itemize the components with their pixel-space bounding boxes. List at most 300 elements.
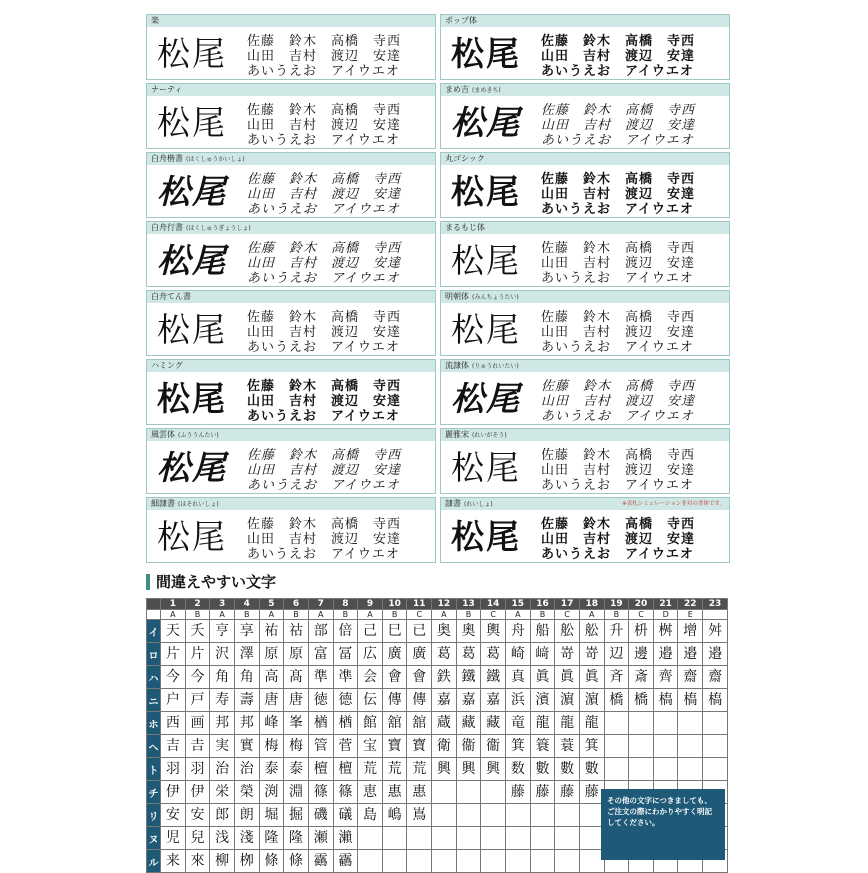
font-sample-card — [146, 221, 436, 287]
kanji-cell: 隆 — [259, 827, 284, 850]
row-label: リ — [147, 804, 161, 827]
kanji-cell: 広 — [358, 643, 383, 666]
kanji-cell: 靍 — [308, 850, 333, 873]
font-name-label — [147, 360, 435, 372]
table-corner — [147, 599, 161, 610]
kanji-cell: 增 — [678, 620, 703, 643]
kanji-cell: 荒 — [358, 758, 383, 781]
kanji-cell: 冨 — [333, 643, 358, 666]
sample-text-lines: 佐藤 鈴木 高橋 寺西 山田 吉村 渡辺 安達 あいうえお アイウエオ — [541, 103, 696, 148]
empty-cell — [703, 735, 728, 758]
kanji-cell: 實 — [234, 735, 259, 758]
column-number: 13 — [456, 599, 481, 610]
kanji-cell: 祐 — [259, 620, 284, 643]
empty-cell — [506, 850, 531, 873]
kanji-cell: 今 — [161, 666, 186, 689]
kanji-cell: 藤 — [579, 781, 604, 804]
column-number: 4 — [234, 599, 259, 610]
variant-letter: B — [382, 610, 407, 620]
kanji-cell: 己 — [358, 620, 383, 643]
empty-cell — [604, 712, 629, 735]
kanji-cell: 條 — [259, 850, 284, 873]
column-number: 11 — [407, 599, 432, 610]
kanji-cell: 数 — [506, 758, 531, 781]
empty-cell — [382, 827, 407, 850]
kanji-cell: 寶 — [407, 735, 432, 758]
empty-cell — [653, 758, 678, 781]
sample-text-lines: 佐藤 鈴木 高橋 寺西 山田 吉村 渡辺 安達 あいうえお アイウエオ — [541, 517, 696, 562]
column-number: 10 — [382, 599, 407, 610]
kanji-cell: 楢 — [308, 712, 333, 735]
kanji-cell: 寶 — [382, 735, 407, 758]
variant-letter: B — [234, 610, 259, 620]
kanji-cell: 數 — [555, 758, 580, 781]
font-sample-card — [146, 428, 436, 494]
font-name: ポップ体 — [445, 16, 477, 25]
font-name-label — [147, 84, 435, 96]
kanji-cell: 真 — [506, 666, 531, 689]
empty-cell — [407, 850, 432, 873]
kanji-cell: 蔵 — [432, 712, 457, 735]
kanji-cell: 橋 — [604, 689, 629, 712]
empty-cell — [678, 712, 703, 735]
kanji-cell: 舛 — [703, 620, 728, 643]
kanji-cell: 邦 — [234, 712, 259, 735]
column-variant-row — [147, 610, 728, 620]
kanji-cell: 菅 — [333, 735, 358, 758]
empty-cell — [604, 758, 629, 781]
kanji-cell: 船 — [530, 620, 555, 643]
sample-text-lines: 佐藤 鈴木 高橋 寺西 山田 吉村 渡辺 安達 あいうえお アイウエオ — [541, 310, 696, 355]
kanji-cell: 来 — [161, 850, 186, 873]
kanji-cell: 戸 — [185, 689, 210, 712]
kanji-cell: 邉 — [703, 643, 728, 666]
section-title: 間違えやすい文字 — [156, 573, 277, 591]
font-samples-grid — [146, 14, 730, 566]
kanji-cell: 徳 — [308, 689, 333, 712]
empty-cell — [481, 850, 506, 873]
kanji-cell: 邊 — [629, 643, 654, 666]
empty-cell — [703, 712, 728, 735]
variant-letter: A — [432, 610, 457, 620]
column-number: 12 — [432, 599, 457, 610]
kanji-cell: 興 — [432, 758, 457, 781]
column-number: 19 — [604, 599, 629, 610]
font-name: 明朝体 — [445, 292, 469, 301]
sample-text-lines: 佐藤 鈴木 高橋 寺西 山田 吉村 渡辺 安達 あいうえお アイウエオ — [541, 379, 696, 424]
table-row — [147, 666, 728, 689]
variant-letter: B — [185, 610, 210, 620]
empty-cell — [604, 735, 629, 758]
font-sample-card — [440, 221, 730, 287]
kanji-cell: 祜 — [284, 620, 309, 643]
kanji-cell: 斎 — [629, 666, 654, 689]
row-label: チ — [147, 781, 161, 804]
empty-cell — [382, 850, 407, 873]
empty-cell — [432, 850, 457, 873]
empty-cell — [653, 712, 678, 735]
column-number: 23 — [703, 599, 728, 610]
kanji-cell: 掘 — [284, 804, 309, 827]
kanji-cell: 天 — [161, 620, 186, 643]
kanji-cell: 嵜 — [579, 643, 604, 666]
kanji-cell: 享 — [234, 620, 259, 643]
variant-letter: A — [161, 610, 186, 620]
kanji-cell: 舩 — [555, 620, 580, 643]
kanji-cell: 巳 — [382, 620, 407, 643]
empty-cell — [530, 850, 555, 873]
kanji-cell: 伊 — [185, 781, 210, 804]
kanji-cell: 藤 — [555, 781, 580, 804]
kanji-cell: 荒 — [407, 758, 432, 781]
kanji-cell: 梅 — [259, 735, 284, 758]
sample-surname: 松尾 — [451, 517, 521, 556]
kanji-cell: 𠮷 — [185, 735, 210, 758]
kanji-cell: 升 — [604, 620, 629, 643]
kanji-cell: 柳 — [210, 850, 235, 873]
variant-letter: A — [308, 610, 333, 620]
column-number: 17 — [555, 599, 580, 610]
kanji-cell: 鐵 — [481, 666, 506, 689]
font-reading: (はくしゅうぎょうしょ) — [186, 225, 251, 232]
empty-cell — [432, 781, 457, 804]
empty-cell — [703, 758, 728, 781]
empty-cell — [358, 850, 383, 873]
kanji-cell: 磯 — [308, 804, 333, 827]
empty-cell — [678, 735, 703, 758]
kanji-cell: 瀬 — [308, 827, 333, 850]
font-name: まるもじ体 — [445, 223, 485, 232]
empty-cell — [506, 827, 531, 850]
empty-cell — [432, 827, 457, 850]
font-name-label — [441, 291, 729, 303]
kanji-cell: 淵 — [284, 781, 309, 804]
kanji-cell: 奥 — [432, 620, 457, 643]
variant-letter: B — [530, 610, 555, 620]
kanji-cell: 準 — [308, 666, 333, 689]
kanji-cell: 眞 — [530, 666, 555, 689]
kanji-cell: 嵜 — [555, 643, 580, 666]
kanji-cell: 宝 — [358, 735, 383, 758]
kanji-cell: 傳 — [382, 689, 407, 712]
kanji-cell: 濵 — [579, 689, 604, 712]
font-reading: (ふううんたい) — [178, 432, 219, 439]
column-number: 9 — [358, 599, 383, 610]
kanji-cell: 西 — [161, 712, 186, 735]
kanji-cell: 舩 — [579, 620, 604, 643]
font-sample-card — [440, 290, 730, 356]
table-row — [147, 758, 728, 781]
table-row — [147, 712, 728, 735]
kanji-cell: 辺 — [604, 643, 629, 666]
kanji-cell: 邉 — [678, 643, 703, 666]
kanji-cell: 葛 — [432, 643, 457, 666]
column-number: 21 — [653, 599, 678, 610]
font-reading: (みんちょうたい) — [472, 294, 519, 301]
kanji-cell: 葛 — [481, 643, 506, 666]
empty-cell — [678, 758, 703, 781]
row-label: ル — [147, 850, 161, 873]
kanji-cell: 會 — [382, 666, 407, 689]
kanji-cell: 奧 — [456, 620, 481, 643]
empty-cell — [530, 804, 555, 827]
kanji-cell: 衞 — [456, 735, 481, 758]
kanji-cell: 龍 — [579, 712, 604, 735]
kanji-cell: 嘉 — [481, 689, 506, 712]
empty-cell — [456, 804, 481, 827]
sample-text-lines: 佐藤 鈴木 高橋 寺西 山田 吉村 渡辺 安達 あいうえお アイウエオ — [247, 103, 402, 148]
sample-surname: 松尾 — [451, 310, 521, 349]
font-name-label — [441, 153, 729, 165]
row-label: ホ — [147, 712, 161, 735]
kanji-cell: 浅 — [210, 827, 235, 850]
kanji-cell: 眞 — [579, 666, 604, 689]
column-number: 6 — [284, 599, 309, 610]
kanji-cell: 渕 — [259, 781, 284, 804]
kanji-cell: 邦 — [210, 712, 235, 735]
kanji-cell: 画 — [185, 712, 210, 735]
font-name: 細隷書 — [151, 499, 175, 508]
kanji-cell: 橋 — [629, 689, 654, 712]
font-sample-card — [440, 152, 730, 218]
kanji-cell: 來 — [185, 850, 210, 873]
kanji-cell: 唐 — [284, 689, 309, 712]
kanji-cell: 倍 — [333, 620, 358, 643]
kanji-cell: 齋 — [678, 666, 703, 689]
kanji-cell: 藏 — [456, 712, 481, 735]
font-sample-card — [146, 83, 436, 149]
font-name: まめ吉 — [445, 85, 469, 94]
font-reading: (りゅうれいたい) — [472, 363, 519, 370]
kanji-cell: 已 — [407, 620, 432, 643]
kanji-cell: 舟 — [506, 620, 531, 643]
kanji-cell: 枡 — [629, 620, 654, 643]
sample-text-lines: 佐藤 鈴木 高橋 寺西 山田 吉村 渡辺 安達 あいうえお アイウエオ — [541, 34, 696, 79]
kanji-cell: 凖 — [333, 666, 358, 689]
variant-letter: C — [629, 610, 654, 620]
font-name: 風雲体 — [151, 430, 175, 439]
kanji-cell: 伝 — [358, 689, 383, 712]
variant-letter: A — [259, 610, 284, 620]
kanji-cell: 児 — [161, 827, 186, 850]
notice-box: その他の文字につきましても、ご注文の際にわかりやすく明記してください。 — [601, 789, 725, 860]
kanji-cell: 藤 — [530, 781, 555, 804]
empty-cell — [481, 804, 506, 827]
variant-letter: C — [407, 610, 432, 620]
kanji-cell: 羽 — [161, 758, 186, 781]
font-name: ナーティ — [151, 85, 183, 94]
kanji-cell: 朗 — [234, 804, 259, 827]
kanji-cell: 管 — [308, 735, 333, 758]
kanji-cell: 條 — [284, 850, 309, 873]
variant-letter: E — [678, 610, 703, 620]
sample-text-lines: 佐藤 鈴木 高橋 寺西 山田 吉村 渡辺 安達 あいうえお アイウエオ — [247, 172, 402, 217]
kanji-cell: 邉 — [653, 643, 678, 666]
font-name-label — [147, 15, 435, 27]
kanji-cell: 篠 — [333, 781, 358, 804]
kanji-cell: 檀 — [308, 758, 333, 781]
sample-text-lines: 佐藤 鈴木 高橋 寺西 山田 吉村 渡辺 安達 あいうえお アイウエオ — [247, 34, 402, 79]
kanji-cell: 楢 — [333, 712, 358, 735]
kanji-cell: 數 — [579, 758, 604, 781]
kanji-cell: 舘 — [407, 712, 432, 735]
font-name: 流隷体 — [445, 361, 469, 370]
font-reading: (はくしゅうかいしょ) — [186, 156, 245, 163]
sample-surname: 松尾 — [157, 517, 227, 556]
kanji-cell: 興 — [481, 758, 506, 781]
variant-letter: C — [481, 610, 506, 620]
kanji-cell: 礒 — [333, 804, 358, 827]
kanji-cell: 淺 — [234, 827, 259, 850]
kanji-cell: 壽 — [234, 689, 259, 712]
kanji-cell: 﨑 — [530, 643, 555, 666]
kanji-cell: 浜 — [506, 689, 531, 712]
kanji-cell: 會 — [407, 666, 432, 689]
empty-cell — [555, 850, 580, 873]
row-label: ヘ — [147, 735, 161, 758]
kanji-cell: 安 — [185, 804, 210, 827]
row-label: ニ — [147, 689, 161, 712]
kanji-cell: 藤 — [506, 781, 531, 804]
font-reading: (れいしょ) — [464, 501, 493, 508]
kanji-cell: 輿 — [481, 620, 506, 643]
section-accent-bar — [146, 574, 150, 590]
sample-surname: 松尾 — [451, 448, 521, 487]
kanji-cell: 瀨 — [333, 827, 358, 850]
empty-cell — [481, 781, 506, 804]
sample-surname: 松尾 — [157, 448, 227, 487]
kanji-cell: 恵 — [358, 781, 383, 804]
kanji-cell: 唐 — [259, 689, 284, 712]
kanji-cell: 治 — [234, 758, 259, 781]
kanji-cell: 德 — [333, 689, 358, 712]
font-name-label — [441, 360, 729, 372]
empty-cell — [407, 827, 432, 850]
sample-surname: 松尾 — [157, 103, 227, 142]
kanji-cell: 郎 — [210, 804, 235, 827]
font-name-label — [147, 429, 435, 441]
kanji-cell: 濱 — [530, 689, 555, 712]
table-row — [147, 689, 728, 712]
kanji-cell: 桝 — [653, 620, 678, 643]
variant-letter: B — [284, 610, 309, 620]
column-number: 16 — [530, 599, 555, 610]
sample-text-lines: 佐藤 鈴木 高橋 寺西 山田 吉村 渡辺 安達 あいうえお アイウエオ — [247, 310, 402, 355]
kanji-cell: 葛 — [456, 643, 481, 666]
kanji-cell: 蓑 — [555, 735, 580, 758]
kanji-cell: 安 — [161, 804, 186, 827]
column-number: 5 — [259, 599, 284, 610]
kanji-cell: 廣 — [407, 643, 432, 666]
kanji-cell: 箕 — [579, 735, 604, 758]
font-reading: (ほそれいしょ) — [178, 501, 219, 508]
font-sample-card — [440, 83, 730, 149]
sample-text-lines: 佐藤 鈴木 高橋 寺西 山田 吉村 渡辺 安達 あいうえお アイウエオ — [541, 241, 696, 286]
variant-letter: A — [358, 610, 383, 620]
kanji-cell: 嘉 — [456, 689, 481, 712]
kanji-cell: 実 — [210, 735, 235, 758]
font-reading: (れいがそう) — [472, 432, 507, 439]
font-sample-card — [440, 497, 730, 563]
sample-text-lines: 佐藤 鈴木 高橋 寺西 山田 吉村 渡辺 安達 あいうえお アイウエオ — [541, 172, 696, 217]
column-number: 2 — [185, 599, 210, 610]
kanji-cell: 廣 — [382, 643, 407, 666]
kanji-cell: 髙 — [284, 666, 309, 689]
empty-cell — [481, 827, 506, 850]
sample-text-lines: 佐藤 鈴木 高橋 寺西 山田 吉村 渡辺 安達 あいうえお アイウエオ — [247, 448, 402, 493]
font-sample-card — [440, 14, 730, 80]
kanji-cell: 篠 — [308, 781, 333, 804]
kanji-cell: 亨 — [210, 620, 235, 643]
column-number: 15 — [506, 599, 531, 610]
kanji-cell: 伊 — [161, 781, 186, 804]
kanji-cell: 濵 — [555, 689, 580, 712]
column-number: 8 — [333, 599, 358, 610]
kanji-cell: 斉 — [604, 666, 629, 689]
row-label: イ — [147, 620, 161, 643]
table-row — [147, 620, 728, 643]
kanji-cell: 齋 — [703, 666, 728, 689]
kanji-cell: 栄 — [210, 781, 235, 804]
font-sample-card — [440, 359, 730, 425]
empty-cell — [506, 804, 531, 827]
sample-text-lines: 佐藤 鈴木 高橋 寺西 山田 吉村 渡辺 安達 あいうえお アイウエオ — [247, 379, 402, 424]
kanji-cell: 數 — [530, 758, 555, 781]
kanji-cell: 齊 — [653, 666, 678, 689]
kanji-cell: 片 — [161, 643, 186, 666]
row-label: ヌ — [147, 827, 161, 850]
sample-surname: 松尾 — [451, 34, 521, 73]
kanji-cell: 户 — [161, 689, 186, 712]
column-number: 20 — [629, 599, 654, 610]
empty-cell — [530, 827, 555, 850]
kanji-cell: 澤 — [234, 643, 259, 666]
kanji-cell: 槗 — [703, 689, 728, 712]
font-name: 白舟てん書 — [151, 292, 191, 301]
sample-surname: 松尾 — [157, 34, 227, 73]
section-header — [146, 572, 446, 592]
kanji-cell: 梅 — [284, 735, 309, 758]
kanji-cell: 靏 — [333, 850, 358, 873]
kanji-cell: 原 — [259, 643, 284, 666]
kanji-cell: 会 — [358, 666, 383, 689]
sample-surname: 松尾 — [157, 172, 227, 211]
kanji-cell: 眞 — [555, 666, 580, 689]
font-name: 麗雅宋 — [445, 430, 469, 439]
sample-surname: 松尾 — [451, 172, 521, 211]
kanji-cell: 鉄 — [432, 666, 457, 689]
kanji-cell: 藏 — [481, 712, 506, 735]
empty-cell — [456, 850, 481, 873]
variant-letter: D — [653, 610, 678, 620]
sample-surname: 松尾 — [451, 379, 521, 418]
kanji-cell: 嶌 — [407, 804, 432, 827]
kanji-cell: 泰 — [284, 758, 309, 781]
kanji-cell: 簑 — [530, 735, 555, 758]
kanji-cell: 舘 — [382, 712, 407, 735]
font-sample-card — [146, 290, 436, 356]
kanji-cell: 原 — [284, 643, 309, 666]
kanji-cell: 惠 — [382, 781, 407, 804]
font-sample-card — [440, 428, 730, 494]
font-name: 丸ゴシック — [445, 154, 485, 163]
empty-cell — [555, 804, 580, 827]
kanji-cell: 沢 — [210, 643, 235, 666]
column-number-row — [147, 599, 728, 610]
kanji-cell: 峯 — [284, 712, 309, 735]
table-row — [147, 643, 728, 666]
kanji-cell: 片 — [185, 643, 210, 666]
